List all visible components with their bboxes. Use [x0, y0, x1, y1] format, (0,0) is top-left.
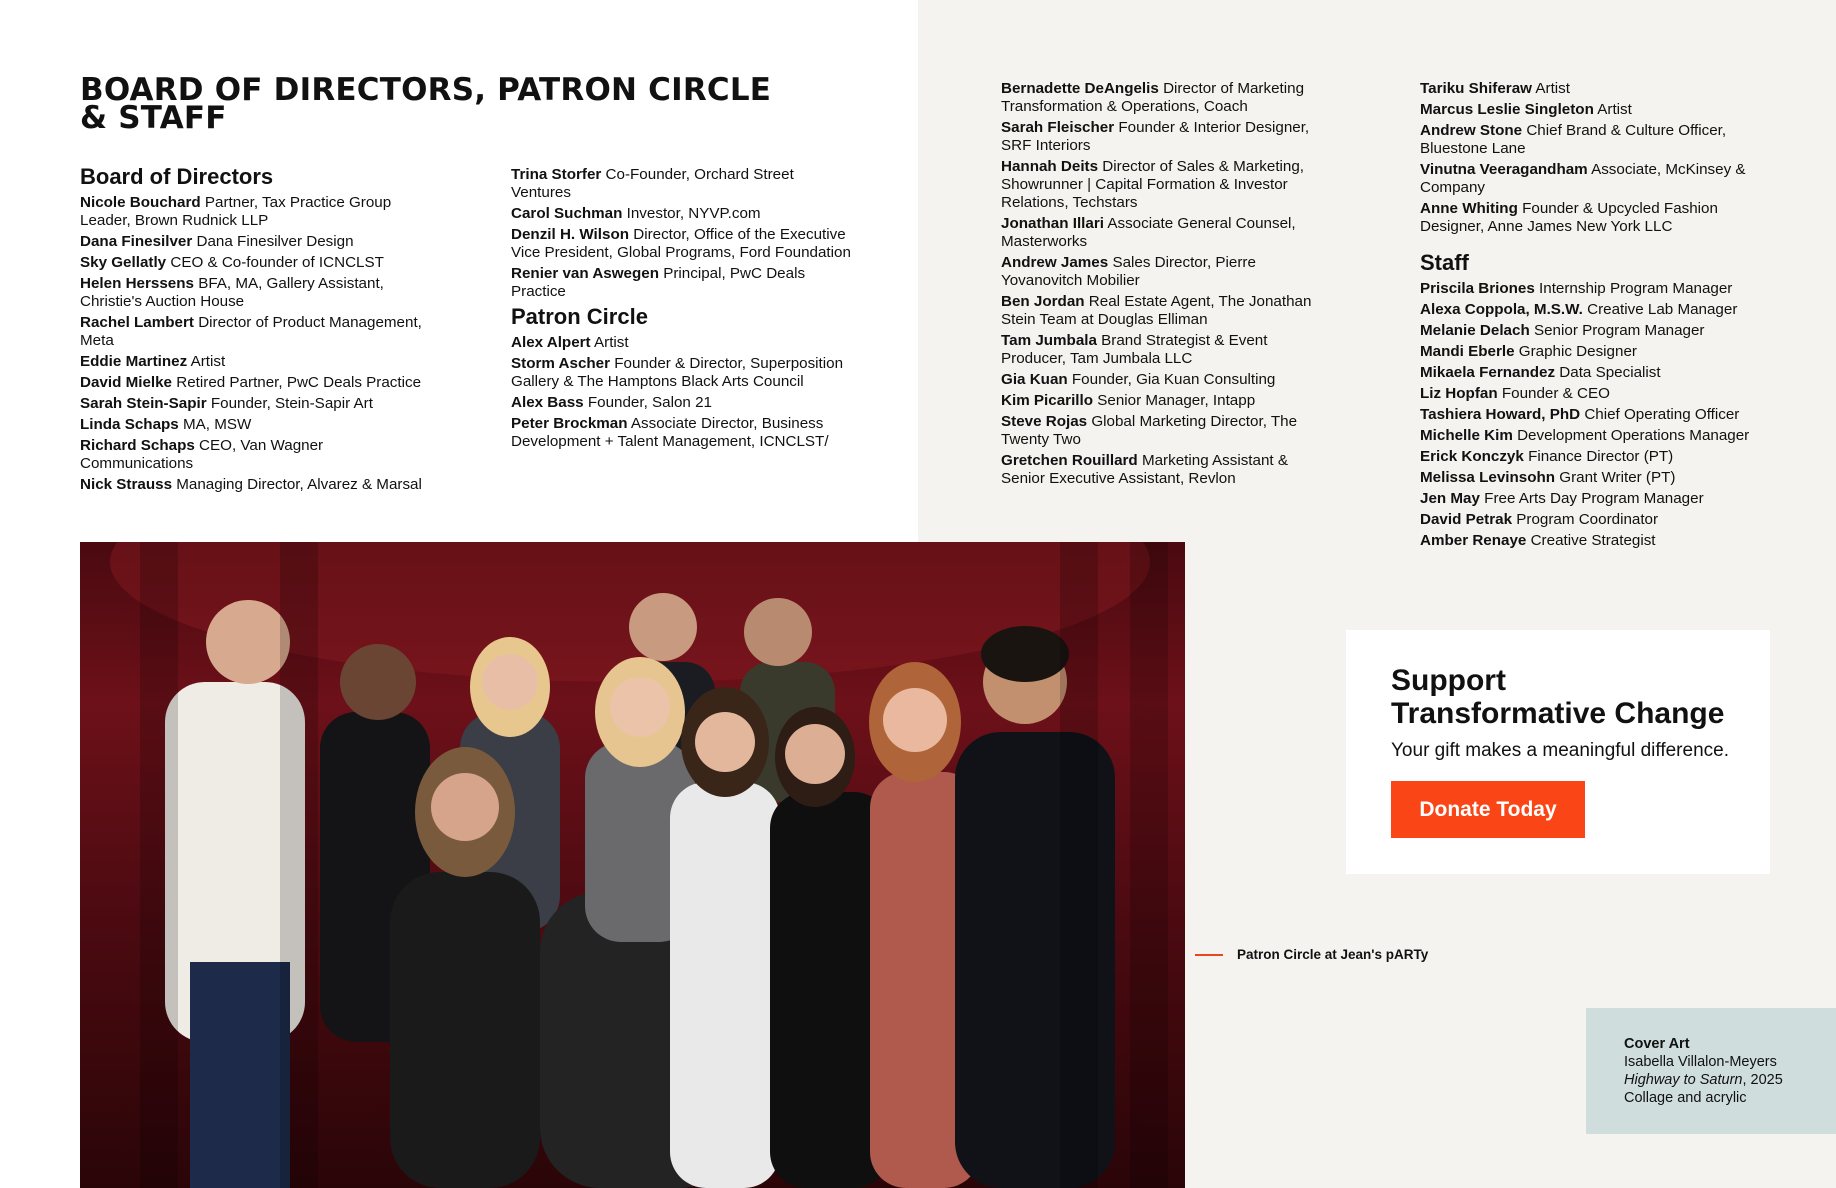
board-member: Linda Schaps MA, MSW — [80, 416, 252, 433]
staff-member: Amber Renaye Creative Strategist — [1420, 532, 1656, 549]
patron-member: Tariku Shiferaw Artist — [1420, 80, 1570, 97]
patron-member: Anne Whiting Founder & Upcycled Fashion Designer, Anne James New York LLC — [1420, 200, 1718, 235]
staff-member: Liz Hopfan Founder & CEO — [1420, 385, 1610, 402]
staff-member: Erick Konczyk Finance Director (PT) — [1420, 448, 1674, 465]
patron-member: Tam Jumbala Brand Strategist & Event Producer, Tam Jumbala LLC — [1001, 332, 1268, 367]
patron-member: Vinutna Veeragandham Associate, McKinsey & Company — [1420, 161, 1746, 196]
patron-member: Gia Kuan Founder, Gia Kuan Consulting — [1001, 371, 1276, 388]
board-member: Sky Gellatly CEO & Co-founder of ICNCLST — [80, 254, 384, 271]
patron-heading: Patron Circle — [511, 304, 648, 329]
caption-accent-line — [1195, 954, 1223, 956]
patron-member: Andrew James Sales Director, Pierre Yovanovitch Mobilier — [1001, 254, 1256, 289]
staff-member: Alexa Coppola, M.S.W. Creative Lab Manager — [1420, 301, 1738, 318]
board-member: Trina Storfer Co-Founder, Orchard Street Ventures — [511, 166, 794, 201]
patron-member: Andrew Stone Chief Brand & Culture Officer, Bluestone Lane — [1420, 122, 1727, 157]
staff-member: Jen May Free Arts Day Program Manager — [1420, 490, 1704, 507]
cover-art-title: Cover Art — [1624, 1036, 1690, 1052]
staff-member: Mikaela Fernandez Data Specialist — [1420, 364, 1661, 381]
staff-member: Tashiera Howard, PhD Chief Operating Officer — [1420, 406, 1740, 423]
page-title: BOARD OF DIRECTORS, PATRON CIRCLE & STAFF — [80, 72, 772, 136]
patron-member: Storm Ascher Founder & Director, Superposition Gallery & The Hamptons Black Arts Council — [511, 355, 844, 390]
caption-text: Patron Circle at Jean's pARTy — [1237, 947, 1429, 962]
staff-member: Priscila Briones Internship Program Manager — [1420, 280, 1733, 297]
group-photo — [80, 542, 1185, 1188]
board-member: Nick Strauss Managing Director, Alvarez & Marsal — [80, 476, 422, 493]
cover-art-artist: Isabella Villalon-Meyers — [1624, 1054, 1777, 1070]
support-subtitle: Your gift makes a meaningful difference. — [1391, 740, 1729, 761]
group-photo-figures — [80, 542, 1185, 1188]
patron-member: Kim Picarillo Senior Manager, Intapp — [1001, 392, 1256, 409]
patron-member: Jonathan Illari Associate General Counsel, Masterworks — [1001, 215, 1296, 250]
board-member: Carol Suchman Investor, NYVP.com — [511, 205, 761, 222]
staff-member: Melanie Delach Senior Program Manager — [1420, 322, 1705, 339]
board-member: Eddie Martinez Artist — [80, 353, 226, 370]
board-member: Nicole Bouchard Partner, Tax Practice Group Leader, Brown Rudnick LLP — [80, 194, 392, 229]
donate-button[interactable]: Donate Today — [1391, 781, 1585, 838]
patron-member: Gretchen Rouillard Marketing Assistant & Senior Executive Assistant, Revlon — [1001, 452, 1288, 487]
board-heading: Board of Directors — [80, 164, 274, 189]
patron-member: Sarah Fleischer Founder & Interior Designer, SRF Interiors — [1001, 119, 1310, 154]
cover-art-medium: Collage and acrylic — [1624, 1090, 1747, 1106]
board-member: David Mielke Retired Partner, PwC Deals Practice — [80, 374, 422, 391]
cover-art-work: Highway to Saturn, 2025 — [1624, 1072, 1783, 1088]
board-member: Denzil H. Wilson Director, Office of the Executive Vice President, Global Programs, Ford Foundation — [511, 226, 851, 261]
cover-art-box — [1586, 1008, 1836, 1134]
board-member: Richard Schaps CEO, Van Wagner Communications — [80, 437, 324, 472]
staff-member: Melissa Levinsohn Grant Writer (PT) — [1420, 469, 1676, 486]
patron-member: Marcus Leslie Singleton Artist — [1420, 101, 1632, 118]
support-box — [1346, 630, 1770, 874]
support-title: Support Transformative Change — [1391, 664, 1725, 730]
patron-staff-column — [1420, 80, 1760, 553]
patron-member: Bernadette DeAngelis Director of Marketing Transformation & Operations, Coach — [1001, 80, 1305, 115]
staff-member: Mandi Eberle Graphic Designer — [1420, 343, 1637, 360]
patron-member: Steve Rojas Global Marketing Director, The Twenty Two — [1001, 413, 1298, 448]
board-member: Helen Herssens BFA, MA, Gallery Assistant, Christie's Auction House — [80, 275, 384, 310]
staff-member: Michelle Kim Development Operations Manager — [1420, 427, 1750, 444]
board-member: Dana Finesilver Dana Finesilver Design — [80, 233, 354, 250]
staff-heading: Staff — [1420, 250, 1469, 275]
patron-member: Alex Bass Founder, Salon 21 — [511, 394, 712, 411]
board-column-2 — [511, 166, 856, 454]
board-member: Sarah Stein-Sapir Founder, Stein-Sapir Art — [80, 395, 373, 412]
patron-member: Ben Jordan Real Estate Agent, The Jonathan Stein Team at Douglas Elliman — [1001, 293, 1312, 328]
photo-caption — [1195, 947, 1428, 962]
patron-column-2 — [1001, 80, 1331, 491]
patron-member: Hannah Deits Director of Sales & Marketing, Showrunner | Capital Formation & Investor Relations, Techstars — [1001, 158, 1305, 211]
board-member: Renier van Aswegen Principal, PwC Deals Practice — [511, 265, 806, 300]
staff-member: David Petrak Program Coordinator — [1420, 511, 1659, 528]
board-member: Rachel Lambert Director of Product Management, Meta — [80, 314, 422, 349]
patron-member: Alex Alpert Artist — [511, 334, 629, 351]
patron-member: Peter Brockman Associate Director, Business Development + Talent Management, ICNCLST/ — [511, 415, 829, 450]
board-column-1 — [80, 164, 440, 497]
cover-art-credit — [1624, 1035, 1783, 1107]
